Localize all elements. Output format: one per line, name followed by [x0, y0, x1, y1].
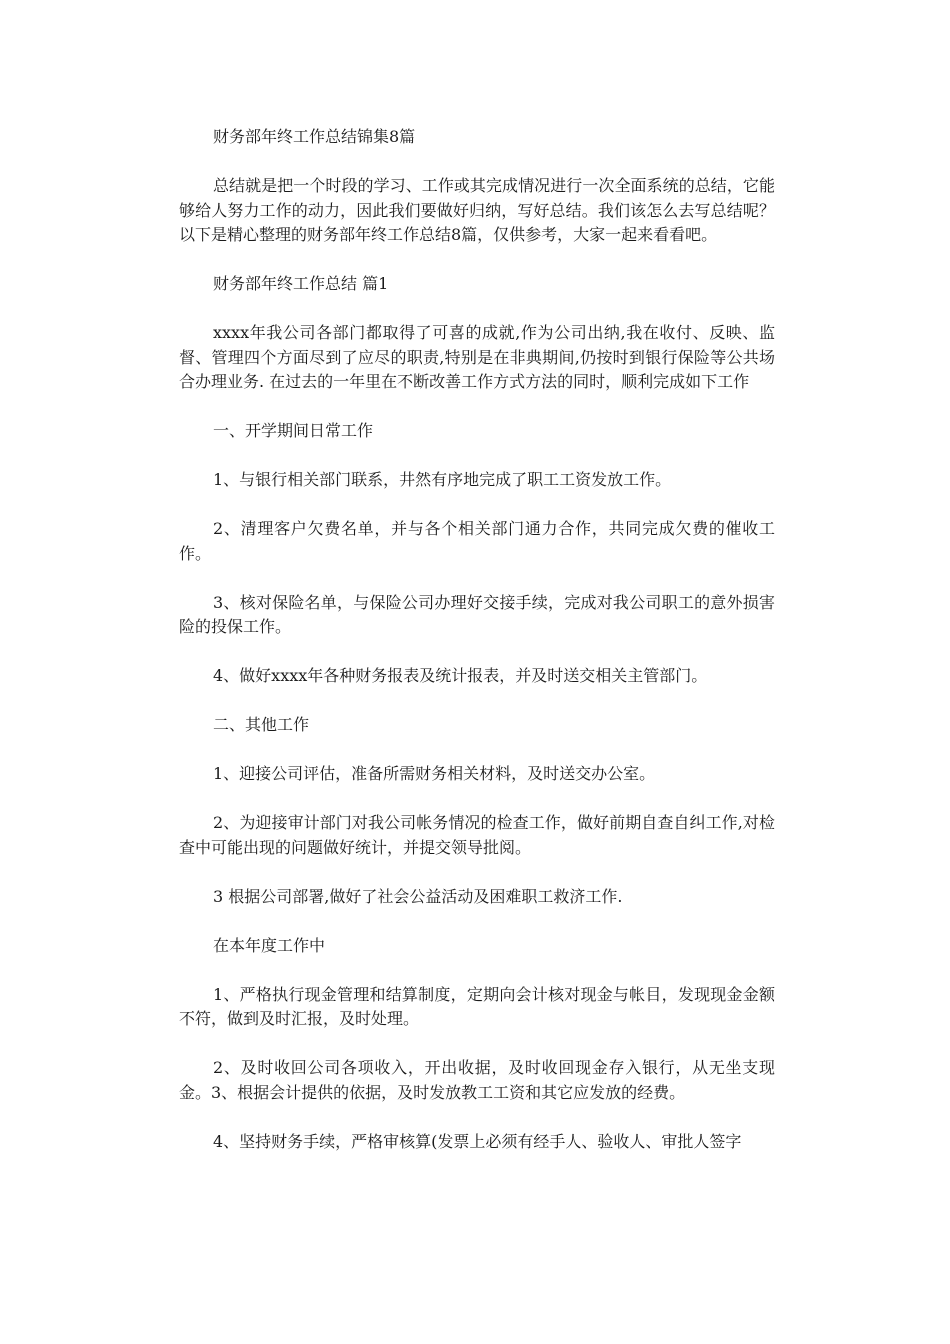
- document-title: 财务部年终工作总结锦集8篇: [213, 127, 416, 146]
- list-item: 2、清理客户欠费名单，并与各个相关部门通力合作，共同完成欠费的催收工作。: [179, 519, 775, 563]
- list-item: 1、迎接公司评估，准备所需财务相关材料，及时送交办公室。: [213, 764, 656, 783]
- document-body: [179, 125, 775, 1154]
- list-item: 4、坚持财务手续，严格审核算(发票上必须有经手人、验收人、审批人签字: [213, 1131, 742, 1151]
- list-item: 2、为迎接审计部门对我公司帐务情况的检查工作，做好前期自查自纠工作,对检查中可能出现的问题做好统计，并提交领导批阅。: [179, 813, 775, 857]
- list-item: 2、及时收回公司各项收入，开出收据，及时收回现金存入银行，从无坐支现金。3、根据会计提供的依据，及时发放教工工资和其它应发放的经费。: [179, 1058, 775, 1102]
- paragraph: xxxx年我公司各部门都取得了可喜的成就,作为公司出纳,我在收付、反映、监督、管理四个方面尽到了应尽的职责,特别是在非典期间,仍按时到银行保险等公共场合办理业务. 在过去的一年里在不断改善工作方式方法的同时，顺利完成如下工作: [179, 323, 775, 391]
- section-heading: 财务部年终工作总结 篇1: [213, 274, 389, 293]
- list-item: 3 根据公司部署,做好了社会公益活动及困难职工救济工作.: [213, 886, 623, 906]
- list-item: 4、做好xxxx年各种财务报表及统计报表，并及时送交相关主管部门。: [213, 666, 708, 685]
- subsection-heading: 一、开学期间日常工作: [213, 421, 374, 440]
- intro-paragraph: 总结就是把一个时段的学习、工作或其完成情况进行一次全面系统的总结，它能够给人努力工作的动力，因此我们要做好归纳，写好总结。我们该怎么去写总结呢？以下是精心整理的财务部年终工作总结8篇，仅供参考，大家一起来看看吧。: [179, 176, 775, 244]
- subsection-heading: 二、其他工作: [213, 715, 310, 734]
- list-item: 3、核对保险名单，与保险公司办理好交接手续，完成对我公司职工的意外损害险的投保工作。: [179, 592, 775, 636]
- subsection-heading: 在本年度工作中: [213, 935, 326, 955]
- list-item: 1、严格执行现金管理和结算制度，定期向会计核对现金与帐目，发现现金金额不符，做到及时汇报，及时处理。: [179, 984, 775, 1028]
- list-item: 1、与银行相关部门联系，井然有序地完成了职工工资发放工作。: [213, 470, 672, 489]
